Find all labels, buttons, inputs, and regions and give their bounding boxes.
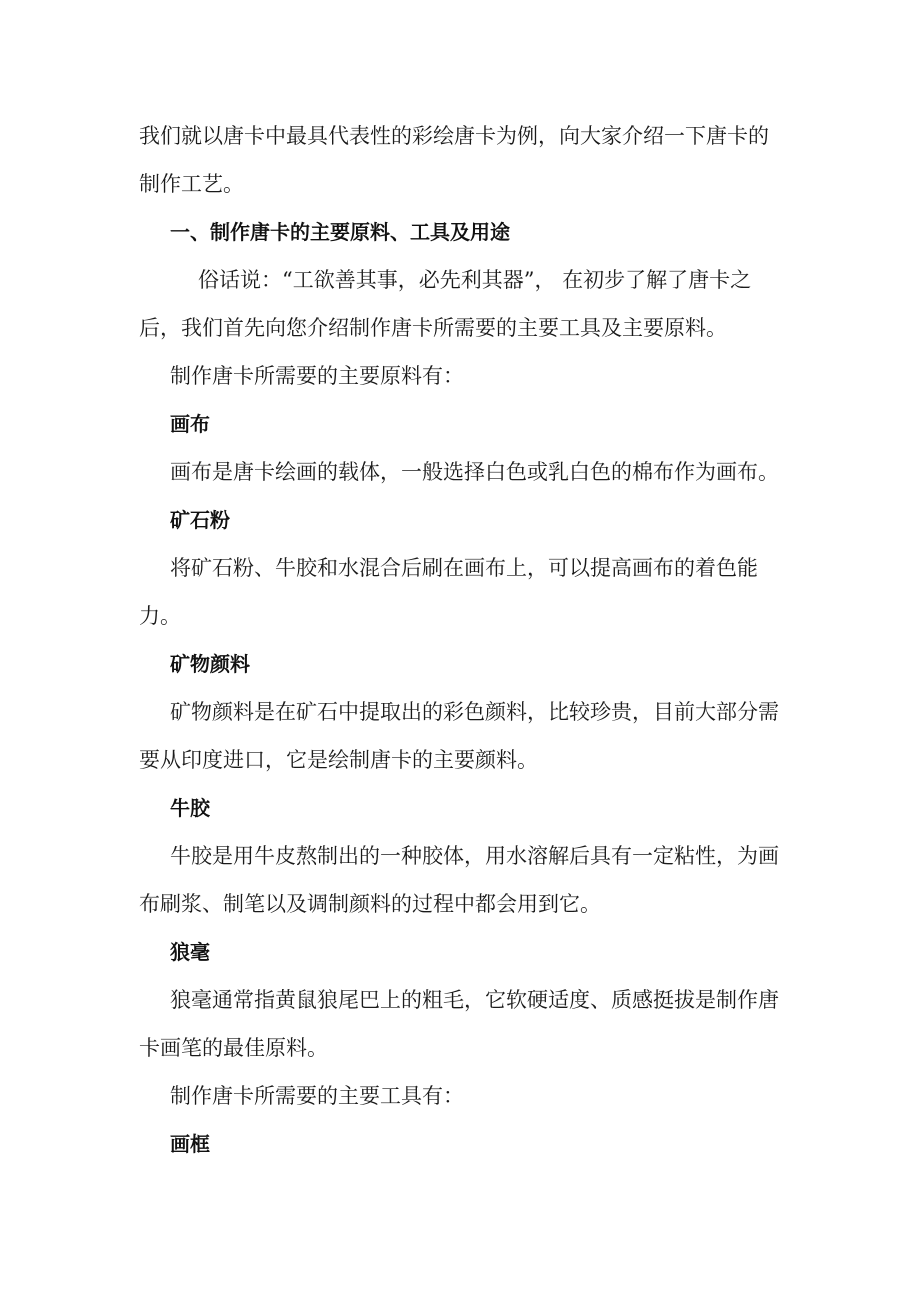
material-description-mineral-pigment: 矿物颜料是在矿石中提取出的彩色颜料，比较珍贵，目前大部分需要从印度进口，它是绘制唐卡的主要颜料。 [139,700,779,772]
material-name-mineral-powder: 矿石粉 [170,508,230,532]
material-description-weasel-hair: 狼毫通常指黄鼠狼尾巴上的粗毛，它软硬适度、质感挺拔是制作唐卡画笔的最佳原料。 [139,988,779,1060]
proverb-paragraph: 俗话说：“工欲善其事，必先利其器”， 在初步了解了唐卡之后，我们首先向您介绍制作唐卡所需要的主要工具及主要原料。 [139,268,752,340]
material-name-weasel-hair: 狼毫 [170,940,210,964]
material-name-mineral-pigment: 矿物颜料 [170,652,250,676]
tool-name-frame: 画框 [170,1132,210,1156]
materials-intro: 制作唐卡所需要的主要原料有： [170,364,464,388]
document-body [139,112,789,1168]
section-title: 一、制作唐卡的主要原料、工具及用途 [170,220,510,244]
material-name-canvas: 画布 [170,412,210,436]
tools-intro: 制作唐卡所需要的主要工具有： [170,1084,464,1108]
material-description-canvas: 画布是唐卡绘画的载体，一般选择白色或乳白色的棉布作为画布。 [170,460,779,484]
material-description-mineral-powder: 将矿石粉、牛胶和水混合后刷在画布上，可以提高画布的着色能力。 [139,556,758,628]
material-description-ox-glue: 牛胶是用牛皮熬制出的一种胶体，用水溶解后具有一定粘性，为画布刷浆、制笔以及调制颜料的过程中都会用到它。 [139,844,779,916]
intro-paragraph: 我们就以唐卡中最具代表性的彩绘唐卡为例，向大家介绍一下唐卡的制作工艺。 [139,124,769,196]
material-name-ox-glue: 牛胶 [170,796,210,820]
